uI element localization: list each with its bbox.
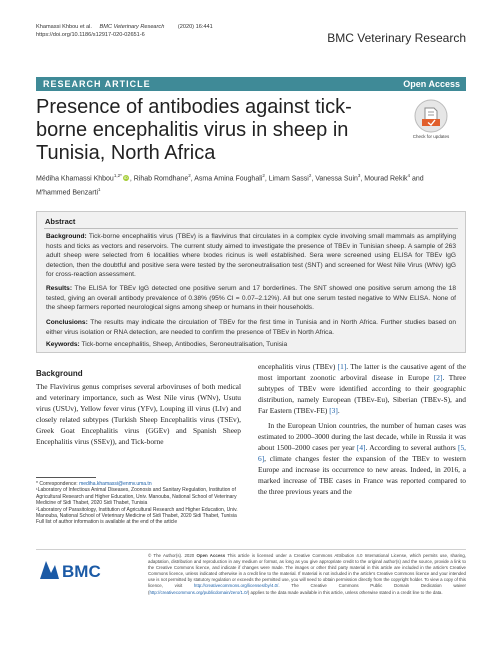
body-right-column xyxy=(258,361,466,497)
affiliation-mark: 2 xyxy=(262,173,265,178)
abstract-results xyxy=(46,284,456,313)
author-name: , Rihab Romdhane xyxy=(129,175,189,183)
abstract-keywords xyxy=(46,340,456,350)
journal-name[interactable]: BMC Veterinary Research xyxy=(327,31,466,45)
author-name: , Vanessa Suin xyxy=(311,175,358,183)
footer-divider xyxy=(36,549,466,550)
author-name: Médiha Khamassi Khbou xyxy=(36,175,114,183)
abstract-conclusions xyxy=(46,318,456,337)
abstract-heading: Abstract xyxy=(45,217,76,226)
correspondence: * Correspondence: mediha.khamassi@enmv.uma.tn xyxy=(36,481,152,487)
bmc-logo-icon[interactable] xyxy=(38,555,108,583)
citation-link[interactable]: [1] xyxy=(337,362,347,371)
conclusions-label: Conclusions: xyxy=(46,319,88,326)
affiliation-mark: 2 xyxy=(188,173,191,178)
footnotes xyxy=(36,481,241,526)
section-heading: Background xyxy=(36,369,83,378)
body-left-column xyxy=(36,368,241,447)
license-text: © The Author(s). 2020 Open Access This article is licensed under a Creative Commons Attribution 4.0 International License, which permits use, sharing, adaptation, distribution and reproduction in any medium or format, as long as you give appropriate credit to the original author(s) and the source, provide a link to the Creative Commons licence, and indicate if changes were made. The images or other third party material in this article are included in the article's Creative Commons licence, unless indicated otherwise in a credit line to the material. If material is not included in the article's Creative Commons licence and your intended use is not permitted by statutory regulation or exceeds the permitted use, you will need to obtain permission directly from the copyright holder. To view a copy of this licence, visit http://creativecommons.org/licenses/by/4.0/. The Creative Commons Public Domain Dedication waiver (http://creativecommons.org/publicdomain/zero/1.0/) applies to the data made available in this article, unless otherwise stated in a credit line to the data. xyxy=(148,553,467,595)
author-info-note: Full list of author information is available at the end of the article xyxy=(36,519,178,526)
check-for-updates-icon[interactable] xyxy=(413,98,449,134)
running-header xyxy=(36,23,219,39)
citation-authors: Khamassi Khbou et al. BMC Veterinary Research xyxy=(36,24,165,30)
affiliation-mark: 3 xyxy=(357,173,361,178)
abstract-divider xyxy=(44,228,458,229)
citation-journal: BMC Veterinary Research xyxy=(99,24,165,30)
background-text: Tick-borne encephalitis virus (TBEv) is a flavivirus that circulates in a complex cycle involving small mammals as amplifying hosts and ticks as vectors and reservoirs. The current study aimed to investigate the presence of TBEv in Tunisian sheep. A sample of 263 adult sheep were selected from 6 localities where Ixodes ricinus is well established. Sera were screened using ELISA for TBEv IgG detection, then the doubtful and positive sera were tested by the seroneutralisation test (SNT) and screened for West Nile Virus (WNv) IgG for cross-reaction assessment. xyxy=(46,233,456,279)
citation-link[interactable]: [4] xyxy=(356,443,366,452)
correspondence-email[interactable]: mediha.khamassi@enmv.uma.tn xyxy=(79,481,152,487)
footnote-divider xyxy=(36,477,96,478)
open-access-note: Open Access xyxy=(196,553,226,558)
body-paragraph: In the European Union countries, the number of human cases was estimated to 2000–3000 during the last decade, while in Russia it was about 1500–2000 cases per year [4]. According to several authors [5, 6], climate changes fester the expansion of the TBEv to western Europe and increase its occurrence to new areas. Indeed, in 2016, a marked increase of TBE cases in France was reported compared to the three previous years and the xyxy=(258,421,466,496)
affiliation-mark: 2 xyxy=(308,173,312,178)
body-paragraph: The Flavivirus genus comprises several arboviruses of both medical and veterinary importance, such as West Nile virus (WNv), Usutu virus (USUv), Yellow fever virus (YFv), Louping ill virus (LIv) and closely related subtypes (Turkish Sheep Encephalitis virus (TSEv), Greek Goat Encephalitis virus (GGEv) and Spanish Sheep Encephalitis virus (SSEv)), and Tick-borne xyxy=(36,382,241,446)
check-for-updates-label[interactable]: Check for updates xyxy=(412,134,450,139)
bmc-logo-text: BMC xyxy=(62,562,101,581)
author-name: , Asma Amina Foughali xyxy=(190,175,263,183)
body-paragraph: encephalitis virus (TBEv) [1]. The latter is the causative agent of the most important zoonotic arboviral disease in Europe [2]. Three subtypes of TBEv were identified according to their geographic distribution, namely European (TBEv-Eu), Siberian (TBEv-S), and Far Eastern (TBEv-FE) [3]. xyxy=(258,362,467,415)
background-label: Background: xyxy=(46,233,87,240)
citation-link[interactable]: [3] xyxy=(329,406,338,415)
article-title: Presence of antibodies against tick-borne encephalitis virus in sheep in Tunisia, North Africa xyxy=(36,96,352,164)
affiliation-mark: 1,2* xyxy=(113,173,122,178)
orcid-icon[interactable]: iD xyxy=(123,175,128,181)
citation-link[interactable]: [5, 6] xyxy=(258,443,466,463)
public-domain-link[interactable]: http://creativecommons.org/publicdomain/zero/1.0/ xyxy=(149,589,248,595)
results-text: The ELISA for TBEv IgG detected one positive serum and 17 borderlines. The SNT showed one positive serum among the 18 tested, giving an overall antibody prevalence of 0.38% (95% CI = 0.07–2.12%). All but one serum tested negative to WNv ELISA. None of the sheep farmers reported neurological signs among sheep or humans in their households. xyxy=(46,285,456,312)
author-list xyxy=(36,170,456,199)
article-type-label: RESEARCH ARTICLE xyxy=(43,79,151,89)
affiliation-mark: 4 xyxy=(407,173,411,178)
author-name: , Mourad Rekik xyxy=(360,175,408,183)
author-name: and M'hammed Benzarti xyxy=(36,175,424,197)
abstract-background xyxy=(46,232,456,280)
affiliation-mark: 1 xyxy=(98,187,101,193)
license-link[interactable]: http://creativecommons.org/licenses/by/4.0/ xyxy=(193,583,279,589)
doi-link[interactable]: https://doi.org/10.1186/s12917-020-02651-6 xyxy=(36,32,145,38)
citation-link[interactable]: [2] xyxy=(433,373,443,382)
keywords-text: Tick-borne encephalitis, Sheep, Antibodies, Seroneutralisation, Tunisia xyxy=(81,341,288,348)
citation-year-pages: (2020) 16:441 xyxy=(177,24,213,30)
conclusions-text: The results may indicate the circulation of TBEv for the first time in Tunisia and in North Africa. Further studies based on either virus isolation or RNA detection, are needed to confirm the presence of TBEv in North Africa. xyxy=(46,319,457,336)
author-name: , Limam Sassi xyxy=(264,175,309,183)
keywords-label: Keywords: xyxy=(46,341,80,348)
affiliation: ¹Laboratory of Infectious Animal Diseases, Zoonosis and Sanitary Regulation, Institution of Agricultural Research and Higher Education, Univ. Manouba, National School of Veterinary Medicine of Sidi Thabet, 2020 Sidi Thabet, Tunisia xyxy=(36,487,237,507)
affiliation: ²Laboratory of Parasitology, Institution of Agricultural Research and Higher Education, Univ. Manouba, National School of Veterinary Medicine of Sidi Thabet, 2020 Sidi Thabet, Tunisia xyxy=(36,506,238,520)
open-access-label[interactable]: Open Access xyxy=(403,79,460,89)
results-label: Results: xyxy=(46,285,73,292)
